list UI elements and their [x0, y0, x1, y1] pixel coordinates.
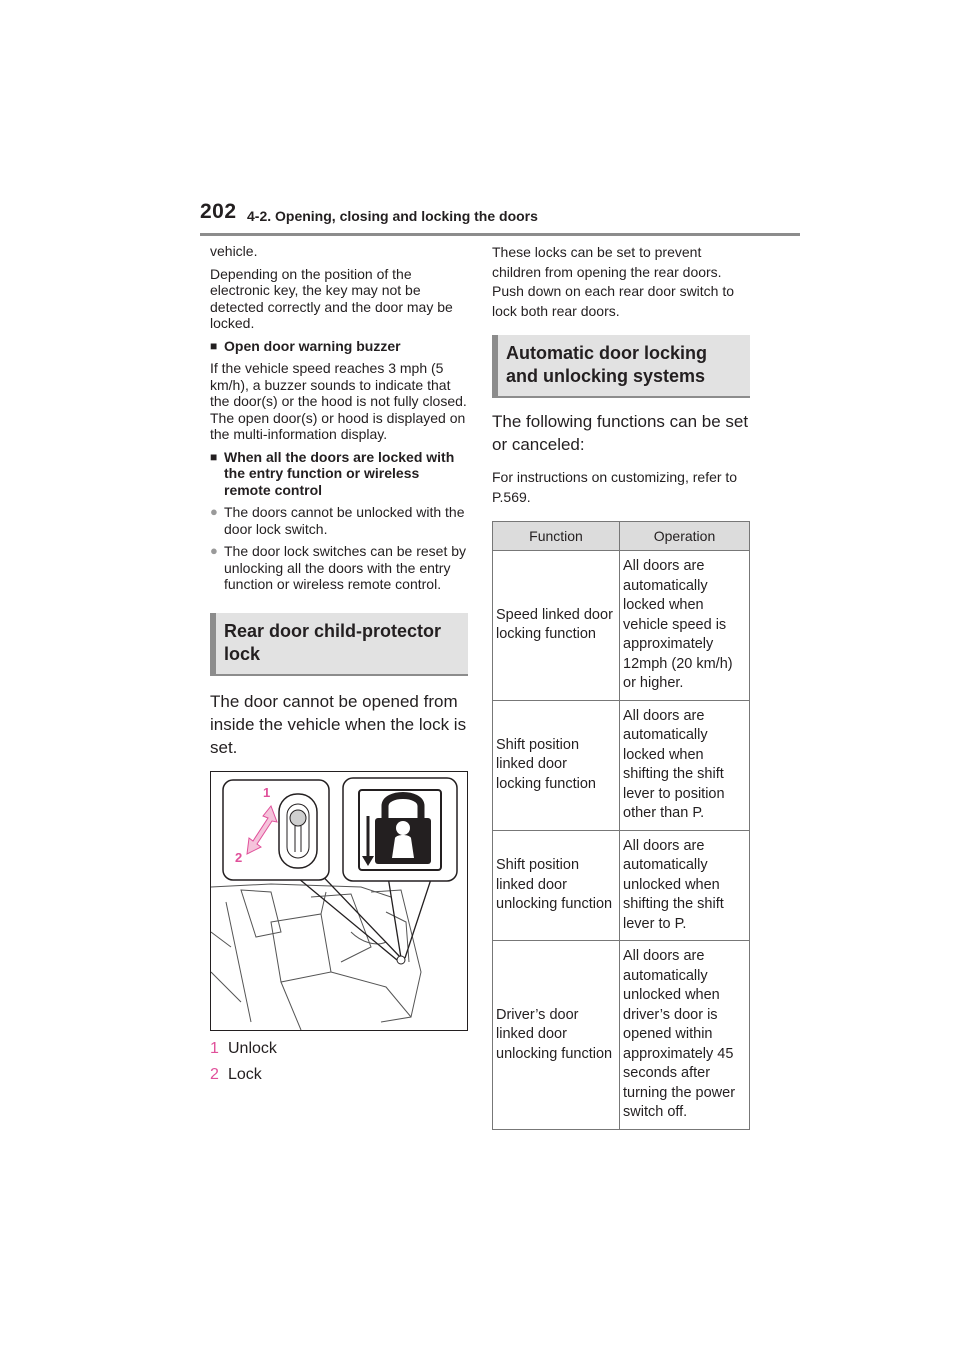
paragraph: These locks can be set to prevent children from opening the rear doors. Push down on each rear door switch to lock both rear doors. [492, 244, 735, 319]
item-number: 1 [210, 1039, 219, 1057]
item-text: Lock [228, 1065, 262, 1083]
chapter-header-title: 4-2. Opening, closing and locking the doors [247, 208, 538, 224]
table-row [493, 830, 750, 941]
function-table [492, 521, 750, 1130]
paragraph: If the vehicle speed reaches 3 mph (5 km/h), a buzzer sounds to indicate that the door(s) or the hood is not fully closed. [210, 360, 467, 409]
paragraph: vehicle. [210, 243, 258, 259]
door-illustration-svg [211, 772, 467, 1030]
bullet-text: The door lock switches can be reset by unlocking all the doors with the entry function or wireless remote control. [224, 543, 467, 592]
child-lock-illustration [210, 771, 468, 1031]
operation-cell: All doors are automatically unlocked when driver’s door is opened within approximately 45 seconds after turning the power switch off. [620, 941, 750, 1130]
table-row [493, 700, 750, 830]
section-heading: Rear door child-protector lock [210, 613, 468, 676]
subheading-text: When all the doors are locked with the entry function or wireless remote control [224, 448, 455, 498]
square-bullet-icon: ■ [210, 338, 218, 353]
paragraph: Depending on the position of the electronic key, the key may not be detected correctly and the door may be locked. [210, 265, 453, 331]
bullet-item [210, 543, 468, 593]
column-header-operation: Operation [620, 522, 750, 551]
bullet-text: The doors cannot be unlocked with the door lock switch. [224, 504, 465, 537]
lead-text: The following functions can be set or canceled: [492, 412, 749, 454]
bullet-item [210, 504, 468, 537]
function-cell: Speed linked door locking function [493, 551, 620, 701]
lead-text: The door cannot be opened from inside the vehicle when the lock is set. [210, 691, 467, 757]
function-cell: Shift position linked door unlocking function [493, 830, 620, 941]
circle-bullet-icon: ● [210, 504, 218, 519]
table-row [493, 941, 750, 1130]
paragraph: The open door(s) or hood is displayed on the multi-information display. [210, 409, 466, 442]
subheading [210, 449, 468, 499]
table-row [493, 551, 750, 701]
operation-cell: All doors are automatically locked when shifting the shift lever to position other than P. [620, 700, 750, 830]
right-column [492, 243, 750, 1130]
column-header-function: Function [493, 522, 620, 551]
subheading-text: Open door warning buzzer [224, 337, 401, 354]
square-bullet-icon: ■ [210, 449, 218, 464]
function-cell: Driver’s door linked door unlocking function [493, 941, 620, 1130]
item-number: 2 [210, 1065, 219, 1083]
left-column [210, 243, 468, 1085]
section-heading: Automatic door locking and unlocking systems [492, 335, 750, 398]
list-item [210, 1065, 468, 1085]
function-cell: Shift position linked door locking function [493, 700, 620, 830]
circle-bullet-icon: ● [210, 543, 218, 558]
operation-cell: All doors are automatically locked when vehicle speed is approximately 12mph (20 km/h) or higher. [620, 551, 750, 701]
subheading [210, 338, 468, 355]
note-text: For instructions on customizing, refer to P.569. [492, 469, 738, 505]
page-number: 202 [200, 200, 237, 223]
list-item [210, 1039, 468, 1059]
operation-cell: All doors are automatically unlocked when shifting the shift lever to P. [620, 830, 750, 941]
figure-label-1: 1 [263, 784, 271, 800]
figure-label-2: 2 [235, 849, 243, 865]
table-header-row [493, 522, 750, 551]
header-divider [200, 233, 800, 236]
item-text: Unlock [228, 1039, 277, 1057]
